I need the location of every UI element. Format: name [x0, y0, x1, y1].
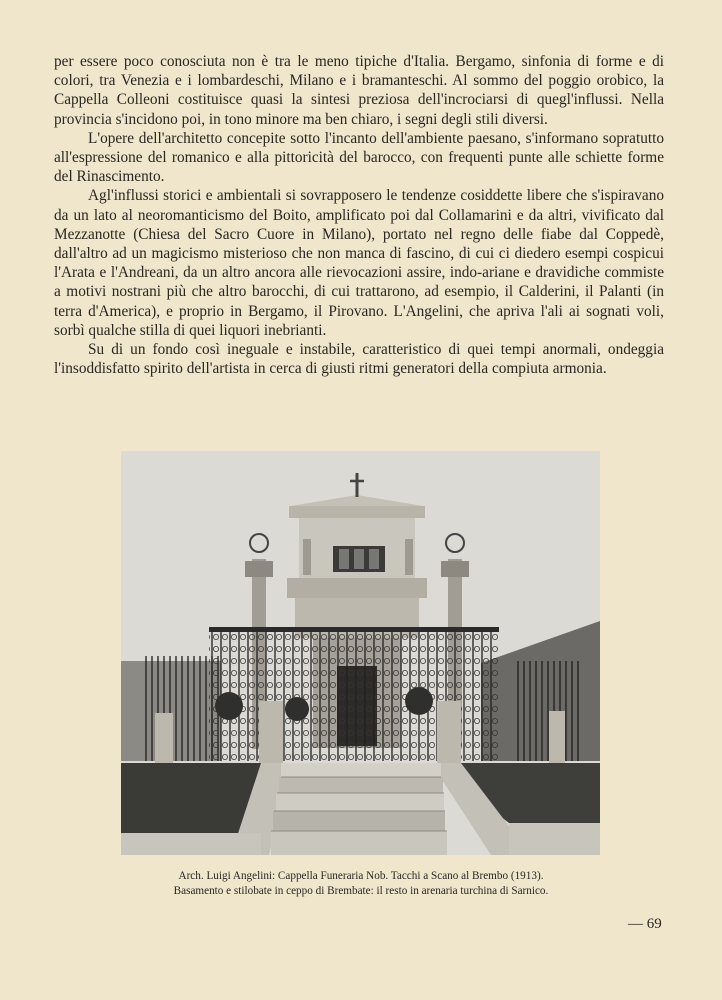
photo-caption: [100, 869, 622, 899]
caption-line-2: Basamento e stilobate in ceppo di Brembate: il resto in arenaria turchina di Sarnico.: [173, 885, 549, 897]
paragraph-4: Su di un fondo così ineguale e instabile, caratteristico di quei tempi anormali, ondeggia l'insoddisfatto spirito dell'artista in cerca di giusti ritmi generatori della compiuta armonia.: [54, 341, 664, 378]
body-text: [54, 52, 664, 378]
chapel-photograph: [121, 451, 600, 855]
page-number: — 69: [628, 916, 662, 932]
paragraph-1: per essere poco conosciuta non è tra le meno tipiche d'Italia. Bergamo, sinfonia di forme e di colori, tra Venezia e i lombardeschi, Milano e i bramanteschi. Al sommo del poggio orobico, la Cappella Colleoni costituisce quasi la sintesi preziosa dell'incrociarsi di quegl'influssi. Nella provincia s'incidono poi, in tono minore ma ben chiaro, i segni degli stili diversi.: [54, 53, 664, 128]
paragraph-2: L'opere dell'architetto concepite sotto l'incanto dell'ambiente paesano, s'informano sopratutto all'espressione del romanico e alla pittoricità del barocco, con frequenti punte alle schiette forme del Rinascimento.: [54, 129, 664, 186]
paragraph-3: Agl'influssi storici e ambientali si sovrapposero le tendenze cosiddette libere che s'ispiravano da un lato al neoromanticismo del Boito, amplificato poi dal Collamarini e da altri, vivificato dal Mezzanotte (Chiesa del Sacro Cuore in Milano), portato nel regno delle fiabe dal Coppedè, dall'altro ad un magicismo misterioso che non manca di fascino, di cui ci diedero esempi cospicui l'Arata e l'Andreani, da un altro ancora alle rievocazioni assire, indo-ariane e dravidiche commiste a motivi nostrani più che altro barocchi, di cui trattarono, ad esempio, il Calderini, il Palanti (in terra d'America), e proprio in Bergamo, il Pirovano. L'Angelini, che apriva l'ali ai sognati voli, sorbì qualche stilla di quei liquori inebrianti.: [54, 187, 664, 339]
caption-line-1: Arch. Luigi Angelini: Cappella Funeraria Nob. Tacchi a Scano al Brembo (1913).: [178, 870, 544, 882]
